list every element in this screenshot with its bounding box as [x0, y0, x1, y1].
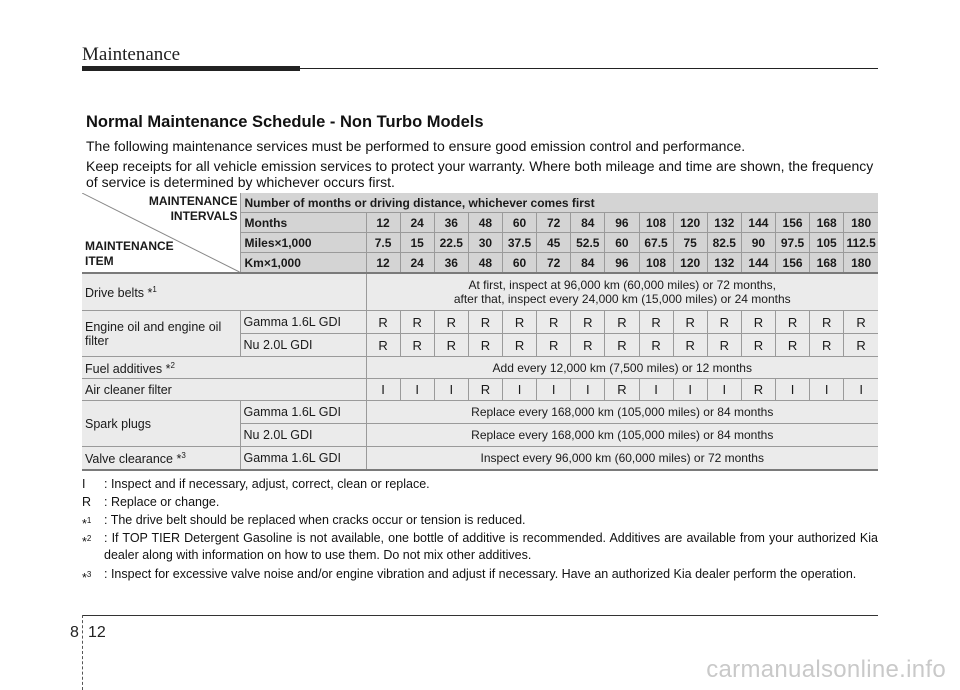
legend-footnote-2: *$^2$ : If TOP TIER Detergent Gasoline is not available, one bottle of additive is recommended. Additives are available from your authorized Kia dealer along with information on how to use them. Do not mix other additives.	[82, 531, 878, 562]
miles-row: Miles×1,000 7.5 15 22.5 30 37.5 45 52.5 60 67.5 75 82.5 90 97.5 105 112.5	[82, 233, 878, 253]
fuel-additives-label: Fuel additives *$^2$	[82, 357, 366, 379]
header-rule-thick	[82, 66, 300, 71]
fuel-additives-row	[82, 357, 878, 379]
header-rule-thin	[300, 68, 878, 69]
spark-plugs-gamma-schedule: Replace every 168,000 km (105,000 miles) or 84 months	[366, 401, 878, 424]
section-title: Normal Maintenance Schedule - Non Turbo Models	[86, 113, 484, 131]
footer-rule	[82, 615, 878, 616]
months-label: Months	[240, 213, 366, 233]
engine-oil-nu-label: Nu 2.0L GDI	[240, 334, 366, 357]
engine-oil-label: Engine oil and engine oil filter	[82, 311, 240, 357]
spark-plugs-nu-schedule: Replace every 168,000 km (105,000 miles) or 84 months	[366, 424, 878, 447]
header-title: Maintenance	[82, 44, 181, 65]
km-label: Km×1,000	[240, 253, 366, 274]
engine-oil-gamma-label: Gamma 1.6L GDI	[240, 311, 366, 334]
km-row: Km×1,000 12 24 36 48 60 72 84 96 108 120 132 144 156 168 180	[82, 253, 878, 274]
interval-header: Number of months or driving distance, whichever comes first	[240, 193, 878, 213]
months-row: Months 12 24 36 48 60 72 84 96 108 120 132 144 156 168 180	[82, 213, 878, 233]
spark-plugs-gamma-label: Gamma 1.6L GDI	[240, 401, 366, 424]
valve-clearance-label: Valve clearance *$^3$	[82, 447, 240, 471]
engine-oil-nu-row: Nu 2.0L GDI R R R R R R R R R R R R R R R	[82, 334, 878, 357]
page-number: 12	[88, 624, 106, 641]
legend-footnote-1: *$^1$ : The drive belt should be replaced when cracks occur or tension is reduced.	[82, 513, 526, 532]
valve-clearance-row	[82, 447, 878, 471]
spark-plugs-gamma-row	[82, 401, 878, 424]
air-cleaner-label: Air cleaner filter	[82, 379, 366, 401]
valve-clearance-schedule: Inspect every 96,000 km (60,000 miles) or 72 months	[366, 447, 878, 471]
corner-item-label: MAINTENANCE ITEM	[85, 239, 174, 268]
legend-footnote-3: *$^3$ : Inspect for excessive valve noise and/or engine vibration and adjust if necessary. Have an authorized Kia dealer perform the operation.	[82, 567, 857, 586]
spark-plugs-label: Spark plugs	[82, 401, 240, 447]
fuel-additives-schedule: Add every 12,000 km (7,500 miles) or 12 months	[366, 357, 878, 379]
corner-intervals-label: MAINTENANCE INTERVALS	[148, 194, 238, 223]
spark-plugs-nu-label: Nu 2.0L GDI	[240, 424, 366, 447]
intro-paragraph-1: The following maintenance services must be performed to ensure good emission control and performance.	[86, 138, 746, 154]
drive-belts-row	[82, 273, 878, 311]
intro-paragraph-2: Keep receipts for all vehicle emission services to protect your warranty. Where both mileage and time are shown, the frequency of service is determined by whichever occurs first.	[86, 158, 874, 190]
miles-label: Miles×1,000	[240, 233, 366, 253]
air-cleaner-row: Air cleaner filter I I I R I I I R I I I R I I I	[82, 379, 878, 401]
table-corner-cell	[82, 193, 240, 273]
chapter-number: 8	[70, 624, 79, 641]
legend-replace: R : Replace or change.	[82, 495, 220, 509]
drive-belts-schedule: At first, inspect at 96,000 km (60,000 miles) or 72 months, after that, inspect every 24,000 km (15,000 miles) or 24 months	[366, 273, 878, 311]
drive-belts-label: Drive belts *$^1$	[82, 273, 366, 311]
engine-oil-gamma-row: Engine oil and engine oil filter Gamma 1.6L GDI R R R R R R R R R R R R R R R	[82, 311, 878, 334]
maintenance-schedule-table	[82, 193, 878, 471]
valve-clearance-gamma-label: Gamma 1.6L GDI	[240, 447, 366, 471]
legend-inspect: I : Inspect and if necessary, adjust, correct, clean or replace.	[82, 477, 430, 491]
footer-divider	[82, 615, 84, 690]
watermark: carmanualsonline.info	[706, 656, 946, 683]
